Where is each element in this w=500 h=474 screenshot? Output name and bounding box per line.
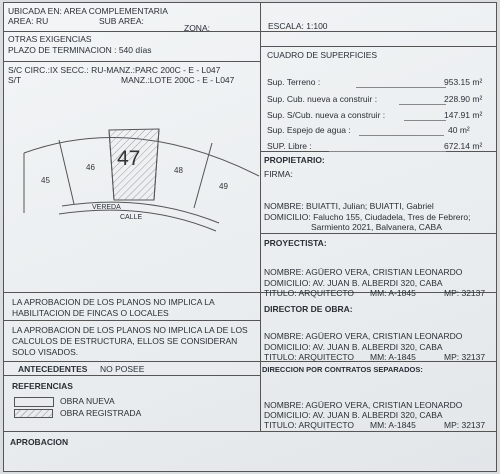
obra-nueva-swatch [14,397,54,407]
escala-text: ESCALA: 1:100 [268,21,328,31]
antecedentes-value: NO POSEE [100,364,145,374]
contratos-mp: MP: 32137 [444,420,486,430]
propietario-domicilio-2: Sarmiento 2021, Balvanera, CABA [311,222,442,232]
contratos-titulo: TITULO: ARQUITECTO [264,420,355,430]
calle-label: CALLE [120,214,143,221]
antecedentes-label: ANTECEDENTES [18,364,88,374]
obra-registrada-label: OBRA REGISTRADA [60,408,142,418]
proyectista-titulo: TITULO: ARQUITECTO [264,288,355,298]
fill-line [329,151,446,152]
lot-number: 48 [174,166,183,175]
area-value: RU [36,16,49,26]
zona-label: ZONA: [184,23,210,33]
nota-2-line-1: LA APROBACION DE LOS PLANOS NO IMPLICA LA DE LOS [12,325,248,335]
lot-number: 45 [41,176,50,185]
divider [4,320,260,321]
contratos-mm: MM: A-1845 [370,420,416,430]
lot-number: 46 [86,163,95,172]
sup-row-value: 40 m² [448,125,470,135]
sup-row-value: 228.90 m² [444,94,483,104]
propietario-nombre: NOMBRE: BUIATTI, Julian; BUIATTI, Gabriel [264,201,434,211]
plazo-terminacion: PLAZO DE TERMINACION : 540 días [8,45,152,55]
contratos-nombre: NOMBRE: AGÜERO VERA, CRISTIAN LEONARDO [264,400,463,410]
propietario-title: PROPIETARIO: [264,155,325,165]
obra-nueva-label: OBRA NUEVA [60,396,115,406]
subarea-label: SUB AREA: [99,16,144,26]
catastro-line-2: MANZ.:LOTE 200C - E - L047 [121,75,235,85]
sup-row-label: SUP. Libre : [267,141,312,151]
director-domicilio: DOMICILIO: AV. JUAN B. ALBERDI 320, CABA [264,342,443,352]
director-nombre: NOMBRE: AGÜERO VERA, CRISTIAN LEONARDO [264,331,463,341]
propietario-domicilio: DOMICILIO: Falucho 155, Ciudadela, Tres de Febrero; [264,212,471,222]
director-mm: MM: A-1845 [370,352,416,362]
nota-1-line-2: HABILITACION DE FINCAS O LOCALES [12,308,169,318]
divider [260,46,496,47]
sup-row-label: Sup. S/Cub. nueva a construir : [267,110,386,120]
fill-line [399,104,446,105]
contratos-domicilio: DOMICILIO: AV. JUAN B. ALBERDI 320, CABA [264,410,443,420]
fill-line [359,135,444,136]
sup-row-value: 953.15 m² [444,77,483,87]
proyectista-mm: MM: A-1845 [370,288,416,298]
lot-number: 49 [219,182,228,191]
contratos-title: DIRECCION POR CONTRATOS SEPARADOS: [262,365,423,374]
lot-number-highlight: 47 [117,147,141,170]
otras-exigencias: OTRAS EXIGENCIAS [8,34,92,44]
divider [4,61,260,62]
fill-line [356,87,446,88]
referencias-title: REFERENCIAS [12,381,73,391]
sup-row-value: 672.14 m² [444,141,483,151]
nota-2-line-2: CALCULOS DE ESTRUCTURA, ELLOS SE CONSIDERAN [12,336,238,346]
divider [4,375,260,376]
sup-row-label: Sup. Cub. nueva a construir : [267,94,378,104]
obra-registrada-swatch [14,409,54,419]
nota-2-line-3: SOLO VISADOS. [12,347,79,357]
plan-title-block [3,2,497,472]
lot-divider [59,140,74,204]
director-mp: MP: 32137 [444,352,486,362]
proyectista-title: PROYECTISTA: [264,238,327,248]
divider [4,31,496,32]
ubicada-text: UBICADA EN: AREA COMPLEMENTARIA [8,6,168,16]
sup-row-label: Sup. Terreno : [267,77,321,87]
proyectista-nombre: NOMBRE: AGÜERO VERA, CRISTIAN LEONARDO [264,267,463,277]
proyectista-domicilio: DOMICILIO: AV. JUAN B. ALBERDI 320, CABA [264,278,443,288]
catastro-line-1: S/C CIRC.:IX SECC.: RU-MANZ.:PARC 200C - E - L047 [8,65,221,75]
nota-1-line-1: LA APROBACION DE LOS PLANOS NO IMPLICA LA [12,297,215,307]
director-titulo: TITULO: ARQUITECTO [264,352,355,362]
firma-label: FIRMA: [264,169,293,179]
director-title: DIRECTOR DE OBRA: [264,304,353,314]
aprobacion-title: APROBACION [10,437,69,447]
superficies-title: CUADRO DE SUPERFICIES [267,50,378,60]
catastro-st: S/T [8,75,22,85]
divider [4,361,260,362]
sup-row-value: 147.91 m² [444,110,483,120]
divider [260,3,261,431]
sup-row-label: Sup. Espejo de agua : [267,125,351,135]
divider [4,292,496,293]
fill-line [404,120,446,121]
vereda-label: VEREDA [92,204,121,211]
proyectista-mp: MP: 32137 [444,288,486,298]
divider [4,431,496,432]
area-label: AREA: [8,16,34,26]
divider [260,233,496,234]
